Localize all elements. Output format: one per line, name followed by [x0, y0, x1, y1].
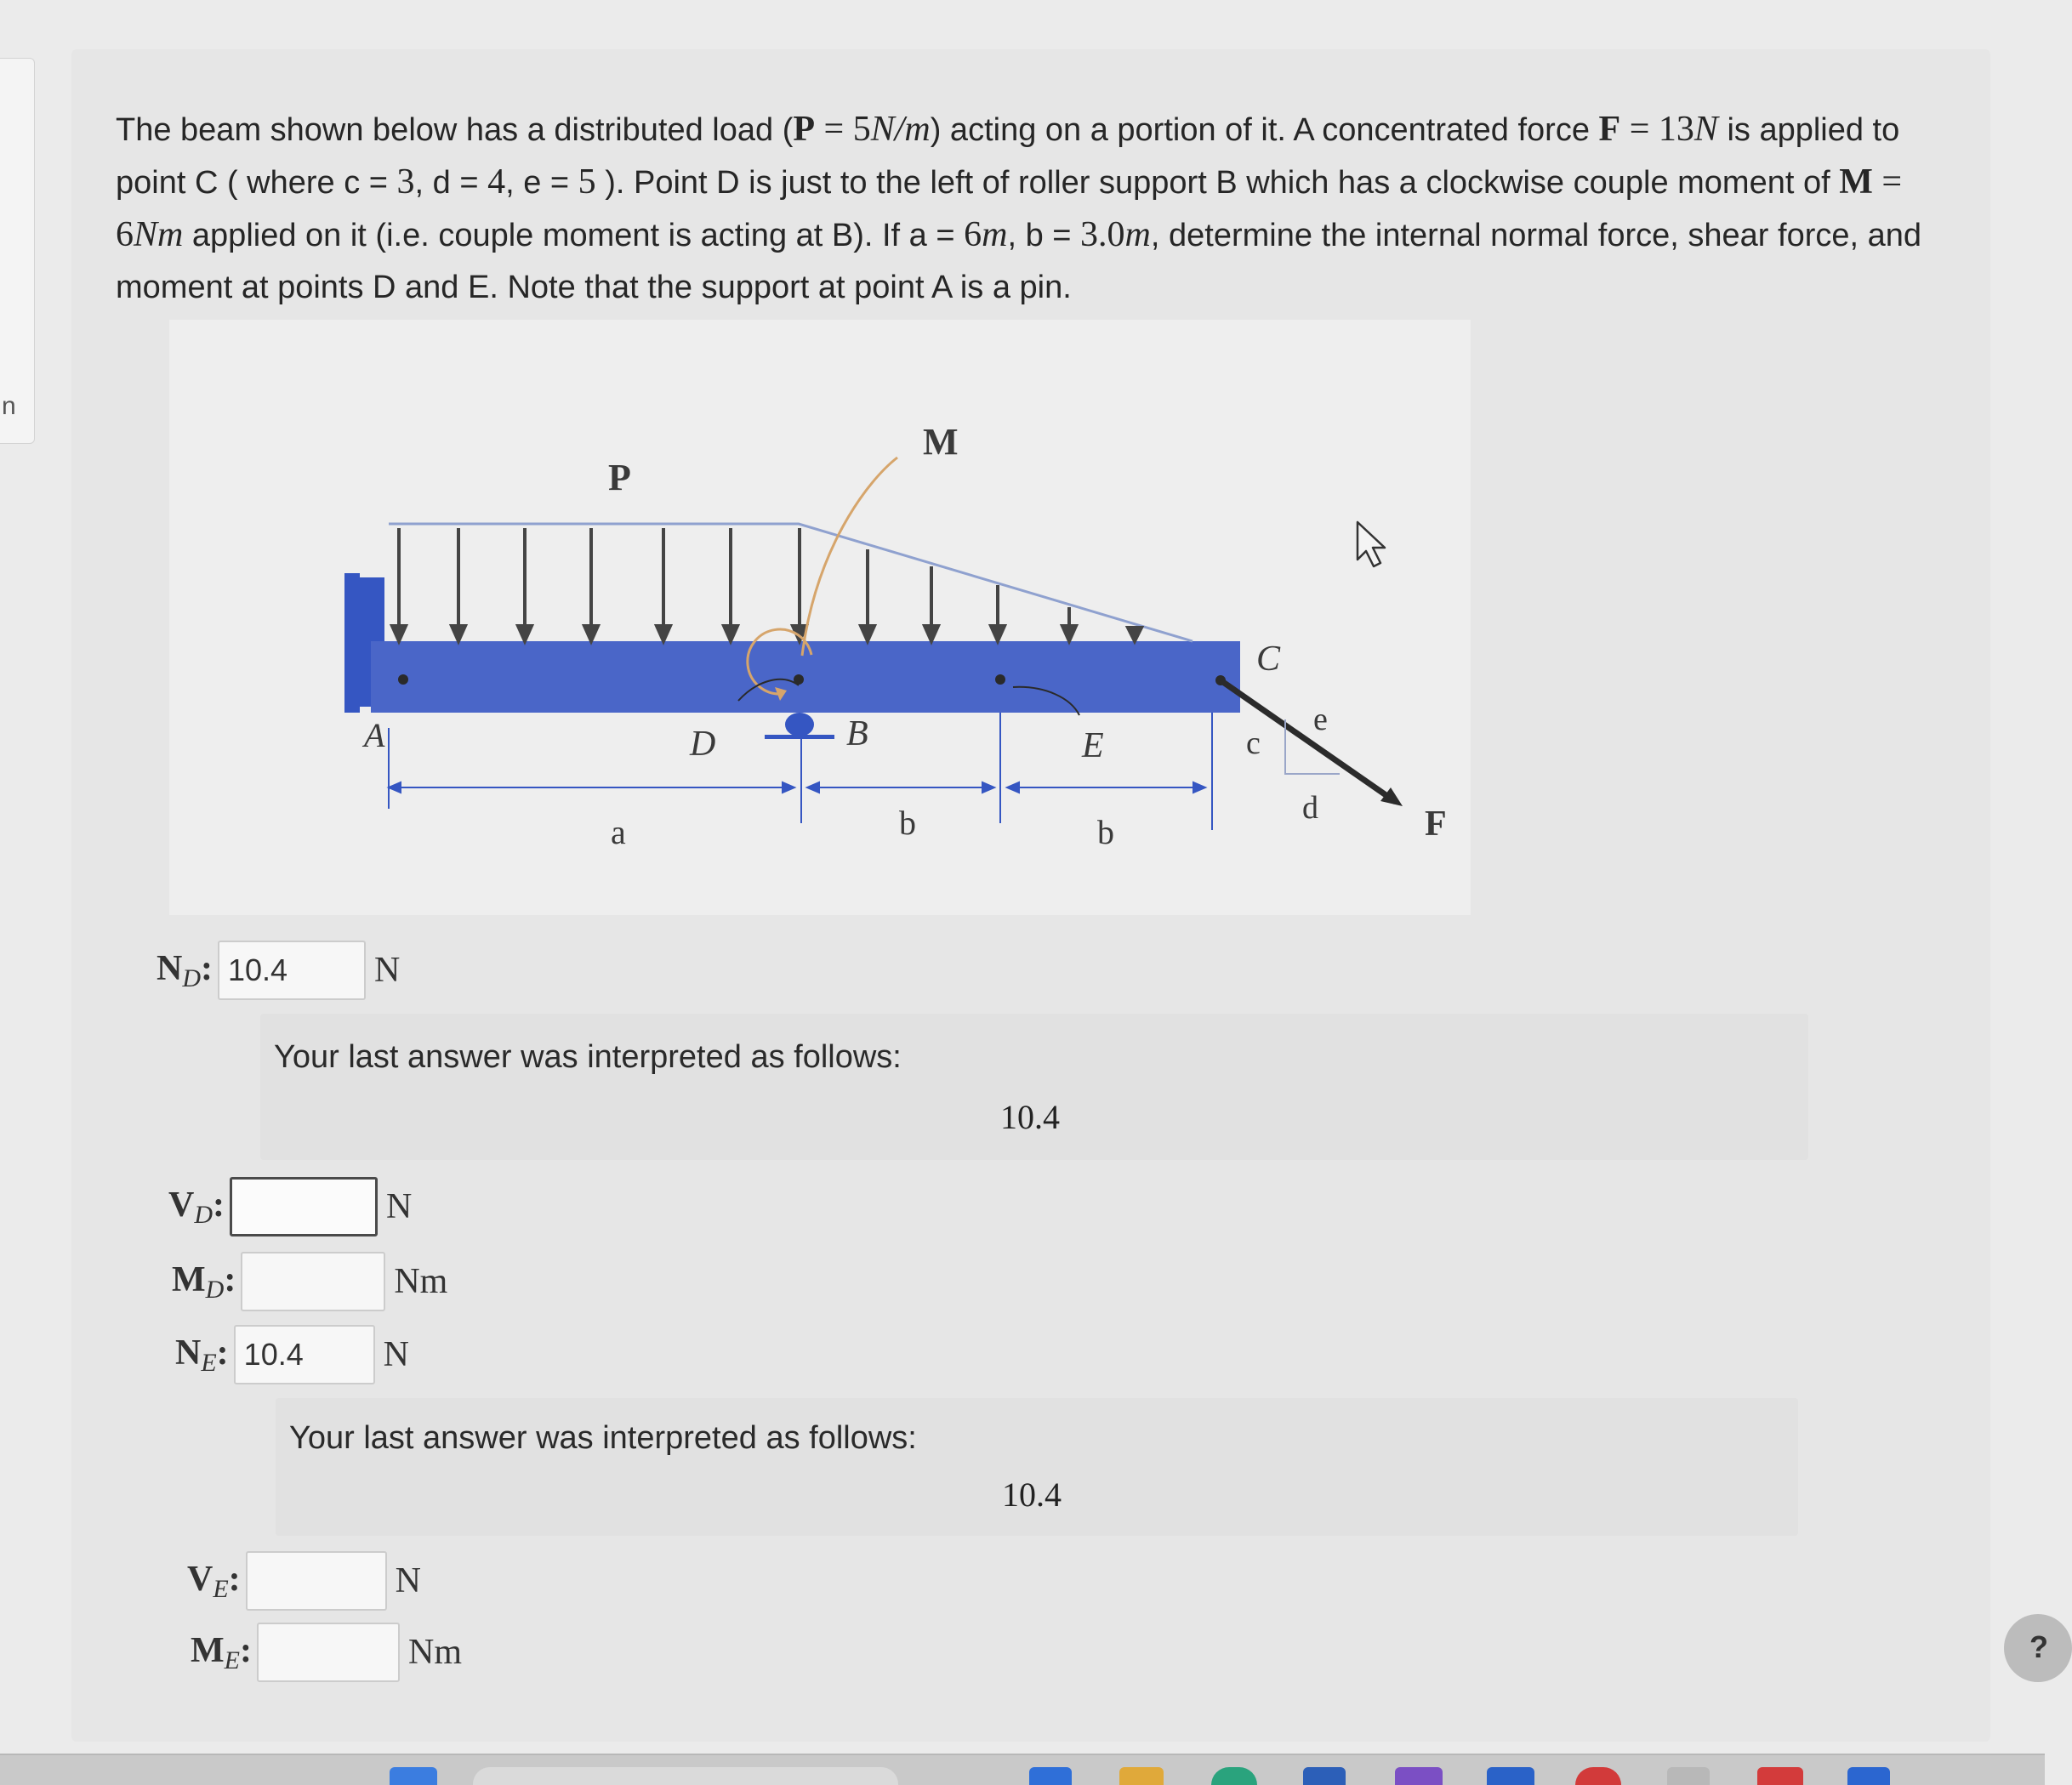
q-M-symbol: M: [1839, 162, 1873, 202]
MD-unit: Nm: [394, 1262, 448, 1301]
side-panel-letter: n: [2, 392, 16, 420]
label-NE: $N_E$:: [175, 1333, 229, 1377]
taskbar-app-icon-3[interactable]: [1211, 1767, 1257, 1785]
answer-row-MD: [172, 1252, 447, 1311]
taskbar-app-icon-9[interactable]: [1757, 1767, 1803, 1785]
q-text-7: applied on it (i.e. couple moment is acting at B). If a =: [183, 218, 965, 253]
interpretation-box-NE: [276, 1398, 1798, 1536]
ND-input[interactable]: [218, 941, 366, 1000]
mouse-cursor-icon: [1358, 522, 1385, 566]
q-text-1: The beam shown below has a distributed load (: [116, 112, 794, 148]
help-icon: ?: [2029, 1629, 2048, 1664]
label-e: e: [1313, 702, 1328, 737]
label-ND: $N_D$:: [157, 948, 213, 992]
q-P-symbol: P: [793, 110, 816, 149]
q-F-value: 13: [1658, 110, 1694, 149]
force-F-arrow: [1215, 675, 1403, 806]
taskbar-app-icon-10[interactable]: [1847, 1767, 1890, 1785]
q-eq-1: =: [815, 110, 853, 149]
label-VD: $V_D$:: [168, 1185, 225, 1229]
taskbar-app-icon-1[interactable]: [390, 1767, 437, 1785]
label-D: D: [690, 725, 716, 764]
VE-unit: N: [395, 1561, 422, 1600]
NE-unit: N: [383, 1335, 410, 1374]
q-text-8: , b =: [1007, 218, 1081, 253]
label-MD: $M_D$:: [172, 1259, 236, 1304]
taskbar-app-icon-4[interactable]: [1303, 1767, 1346, 1785]
NE-input[interactable]: [234, 1325, 375, 1384]
ND-unit: N: [374, 951, 401, 990]
taskbar-app-icon-6[interactable]: [1487, 1767, 1534, 1785]
q-M-unit: Nm: [134, 215, 184, 254]
q-e-value: 5: [578, 162, 596, 202]
side-panel-tab[interactable]: [0, 58, 35, 444]
interpretation-box-ND: [260, 1014, 1808, 1160]
beam-diagram-svg: [169, 320, 1471, 915]
question-text: [116, 104, 1970, 314]
q-b-unit: m: [1124, 215, 1151, 254]
q-text-2: ) acting on a portion of it. A concentrated force: [930, 112, 1599, 148]
beam-figure: [169, 320, 1471, 915]
label-F: F: [1425, 804, 1447, 844]
answer-row-ME: [191, 1623, 462, 1682]
roller-support-B: [765, 713, 834, 739]
q-d-value: 4: [487, 162, 506, 202]
VD-unit: N: [386, 1187, 413, 1226]
load-envelope: [389, 524, 1193, 641]
point-E-dot: [995, 674, 1005, 685]
point-A-dot: [398, 674, 408, 685]
label-M: M: [923, 421, 959, 463]
q-a-value: 6: [964, 215, 982, 254]
q-P-value: 5: [852, 110, 871, 149]
q-text-6: ). Point D is just to the left of roller support B which has a clockwise couple moment of: [595, 165, 1840, 201]
taskbar-app-icon-5[interactable]: [1395, 1767, 1443, 1785]
help-button[interactable]: [2004, 1614, 2072, 1682]
VD-input[interactable]: [230, 1177, 378, 1236]
label-ME: $M_E$:: [191, 1630, 252, 1674]
interpretation-value-NE: 10.4: [1002, 1475, 1062, 1514]
MD-input[interactable]: [241, 1252, 385, 1311]
distributed-load-arrows: [392, 528, 1141, 641]
label-a: a: [611, 813, 626, 851]
q-c-value: 3: [396, 162, 415, 202]
label-c: c: [1246, 725, 1261, 761]
taskbar-app-icon-8[interactable]: [1667, 1767, 1710, 1785]
label-A: A: [364, 716, 385, 754]
q-F-symbol: F: [1598, 110, 1621, 149]
taskbar-app-icon-7[interactable]: [1575, 1767, 1621, 1785]
q-eq-3: =: [1872, 162, 1903, 202]
question-card: [71, 49, 1990, 1742]
ME-unit: Nm: [407, 1633, 462, 1672]
label-B: B: [846, 714, 868, 753]
answer-row-VE: [187, 1551, 421, 1611]
interpretation-value-ND: 10.4: [1000, 1098, 1060, 1136]
q-M-value: 6: [116, 215, 134, 254]
label-P: P: [608, 457, 631, 498]
q-b-value: 3.0: [1080, 215, 1125, 254]
q-text-9: , determine the internal normal force, shear force, and moment at points D and E. Note that the support at point A is a pin.: [116, 218, 1922, 305]
interpretation-text-NE: Your last answer was interpreted as follows:: [289, 1420, 917, 1456]
q-eq-2: =: [1620, 110, 1659, 149]
label-d: d: [1302, 790, 1318, 826]
q-P-unit: N/m: [870, 110, 931, 149]
VE-input[interactable]: [246, 1551, 387, 1611]
label-C: C: [1256, 640, 1281, 679]
answer-row-ND: [157, 941, 400, 1000]
taskbar-search-box[interactable]: [473, 1767, 898, 1785]
interpretation-text-ND: Your last answer was interpreted as follows:: [274, 1039, 902, 1075]
q-text-4: , d =: [414, 165, 488, 201]
label-b2: b: [1097, 813, 1114, 851]
taskbar-app-icon-2[interactable]: [1029, 1767, 1072, 1785]
taskbar: [0, 1754, 2045, 1785]
beam: [371, 641, 1240, 713]
answer-row-NE: [175, 1325, 409, 1384]
q-F-unit: N: [1693, 110, 1718, 149]
taskbar-folder-icon[interactable]: [1119, 1767, 1164, 1785]
q-text-3: is applied to point C ( where c =: [116, 112, 1900, 201]
label-E: E: [1082, 726, 1104, 765]
q-text-5: , e =: [505, 165, 578, 201]
q-a-unit: m: [982, 215, 1008, 254]
label-VE: $V_E$:: [187, 1559, 241, 1603]
answer-row-VD: [168, 1177, 412, 1236]
label-b1: b: [899, 804, 916, 842]
ME-input[interactable]: [257, 1623, 400, 1682]
